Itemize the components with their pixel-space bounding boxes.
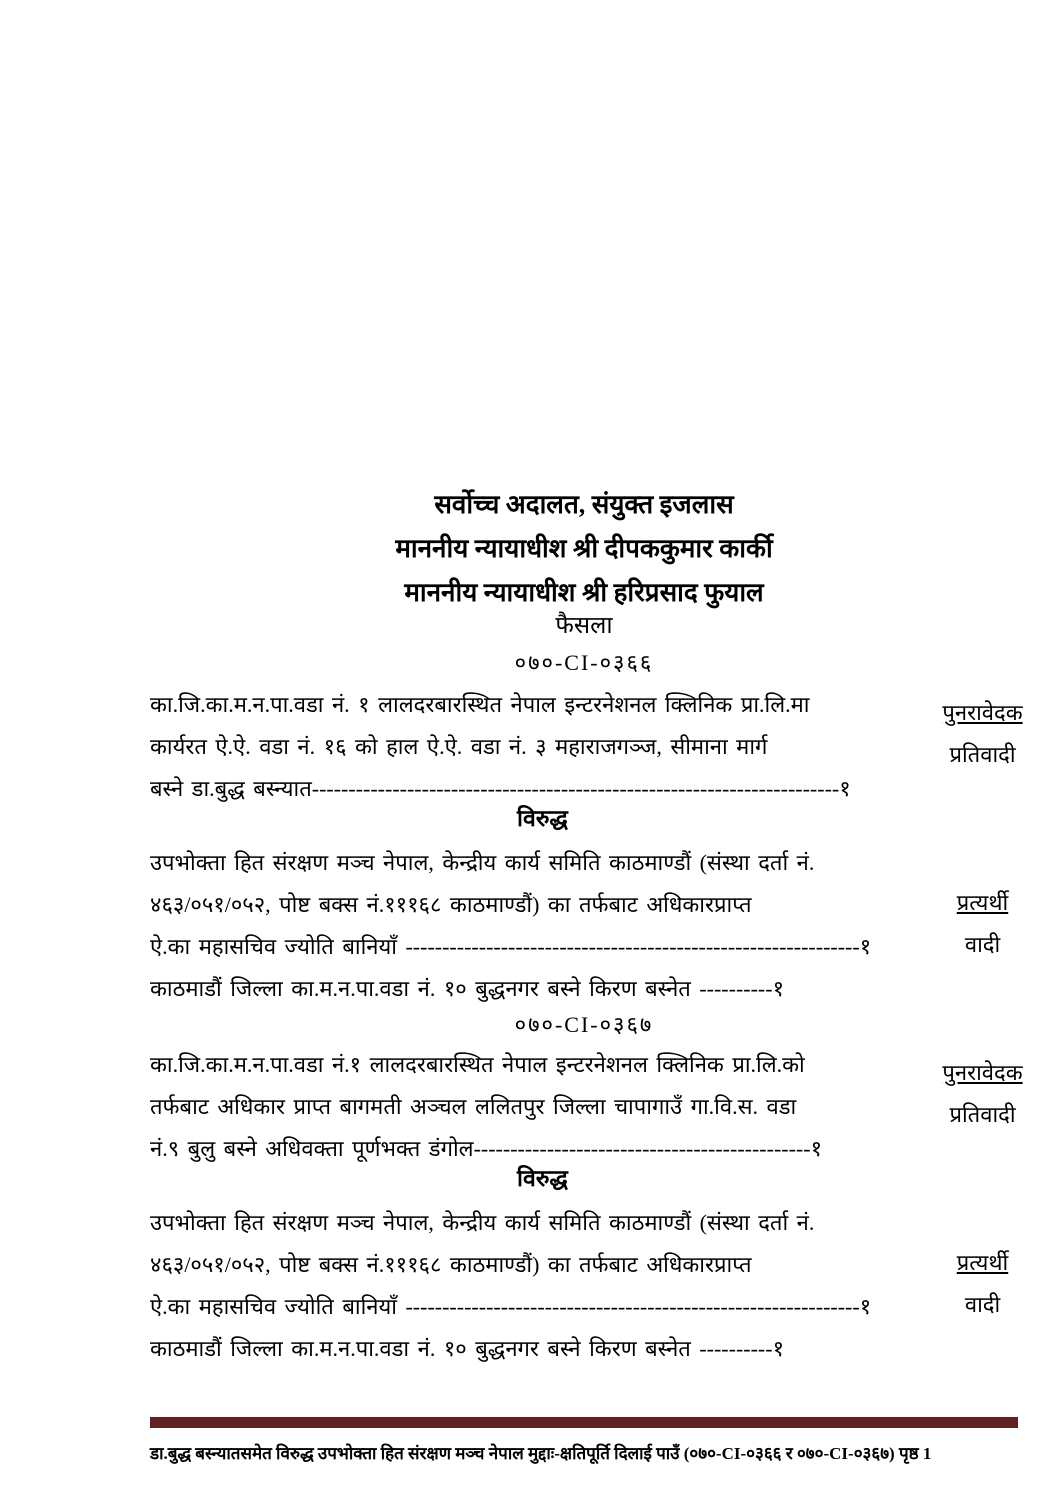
case1-appellant-paragraph <box>150 684 935 810</box>
judge-name-2: माननीय न्यायाधीश श्री हरिप्रसाद फुयाल <box>404 578 764 607</box>
role-label: प्रत्यर्थी <box>956 1250 1009 1275</box>
case2-appellant-labels <box>935 1052 1030 1136</box>
para-line: काठमाडौं जिल्ला का.म.न.पा.वडा नं. १० बुद्धनगर बस्ने किरण बस्नेत ----------१ <box>150 1336 785 1361</box>
para-line: उपभोक्ता हित संरक्षण मञ्च नेपाल, केन्द्रीय कार्य समिति काठमाण्डौं (संस्था दर्ता नं. <box>150 1210 815 1235</box>
case2-number: ०७०-CI-०३६७ <box>514 1012 654 1037</box>
para-line: ४६३/०५१/०५२, पोष्ट बक्स नं.१११६८ काठमाण्डौं) का तर्फबाट अधिकारप्राप्त <box>150 892 752 917</box>
case2-respondent-labels <box>935 1242 1030 1326</box>
footer-case-reference: डा.बुद्ध बस्न्यातसमेत विरुद्ध उपभोक्ता हित संरक्षण मञ्च नेपाल मुद्दाः-क्षतिपूर्ति दिलाई पाउँ (०७०-CI-०३६६ र ०७०-CI-०३६७) पृष्ठ 1 <box>150 1444 932 1463</box>
role-label: प्रत्यर्थी <box>956 890 1009 915</box>
role-label: पुनरावेदक <box>942 1060 1023 1085</box>
para-line: उपभोक्ता हित संरक्षण मञ्च नेपाल, केन्द्रीय कार्य समिति काठमाण्डौं (संस्था दर्ता नं. <box>150 850 815 875</box>
case2-respondent-paragraph <box>150 1202 935 1370</box>
court-title: सर्वोच्च अदालत, संयुक्त इजलास <box>434 490 734 519</box>
para-line: बस्ने डा.बुद्ध बस्न्यात------------------------------------------------------------------------१ <box>150 776 851 801</box>
party-label: वादी <box>964 932 1001 957</box>
para-line: तर्फबाट अधिकार प्राप्त बागमती अञ्चल ललितपुर जिल्ला चापागाउँ गा.वि.स. वडा <box>150 1094 797 1119</box>
case1-respondent-paragraph <box>150 842 935 1010</box>
case1-number: ०७०-CI-०३६६ <box>514 650 654 675</box>
case2-appellant-row <box>150 1044 1030 1170</box>
case2-respondent-row <box>150 1202 1030 1370</box>
case2-versus-heading: विरुद्ध <box>517 1166 568 1191</box>
party-label: प्रतिवादी <box>949 1102 1016 1127</box>
case1-versus-heading: विरुद्ध <box>517 806 568 831</box>
para-line: कार्यरत ऐ.ऐ. वडा नं. १६ को हाल ऐ.ऐ. वडा नं. ३ महाराजगञ्ज, सीमाना मार्ग <box>150 734 768 759</box>
para-line: ऐ.का महासचिव ज्योति बानियाँ --------------------------------------------------------------१ <box>150 934 872 959</box>
para-line: ४६३/०५१/०५२, पोष्ट बक्स नं.१११६८ काठमाण्डौं) का तर्फबाट अधिकारप्राप्त <box>150 1252 752 1277</box>
party-label: प्रतिवादी <box>949 742 1016 767</box>
footer-rule <box>150 1417 1018 1428</box>
para-line: ऐ.का महासचिव ज्योति बानियाँ --------------------------------------------------------------१ <box>150 1294 872 1319</box>
case1-appellant-labels <box>935 692 1030 776</box>
party-label: वादी <box>964 1292 1001 1317</box>
judge-name-1: माननीय न्यायाधीश श्री दीपककुमार कार्की <box>395 534 773 563</box>
case1-respondent-labels <box>935 882 1030 966</box>
para-line: का.जि.का.म.न.पा.वडा नं.१ लालदरबारस्थित नेपाल इन्टरनेशनल क्लिनिक प्रा.लि.को <box>150 1052 805 1077</box>
para-line: नं.९ बुलु बस्ने अधिवक्ता पूर्णभक्त डंगोल----------------------------------------------१ <box>150 1136 823 1161</box>
case2-appellant-paragraph <box>150 1044 935 1170</box>
para-line: का.जि.का.म.न.पा.वडा नं. १ लालदरबारस्थित नेपाल इन्टरनेशनल क्लिनिक प्रा.लि.मा <box>150 692 810 717</box>
para-line: काठमाडौं जिल्ला का.म.न.पा.वडा नं. १० बुद्धनगर बस्ने किरण बस्नेत ----------१ <box>150 976 785 1001</box>
role-label: पुनरावेदक <box>942 700 1023 725</box>
case1-respondent-row <box>150 842 1030 1010</box>
case1-appellant-row <box>150 684 1030 810</box>
decision-heading: फैसला <box>555 613 613 639</box>
